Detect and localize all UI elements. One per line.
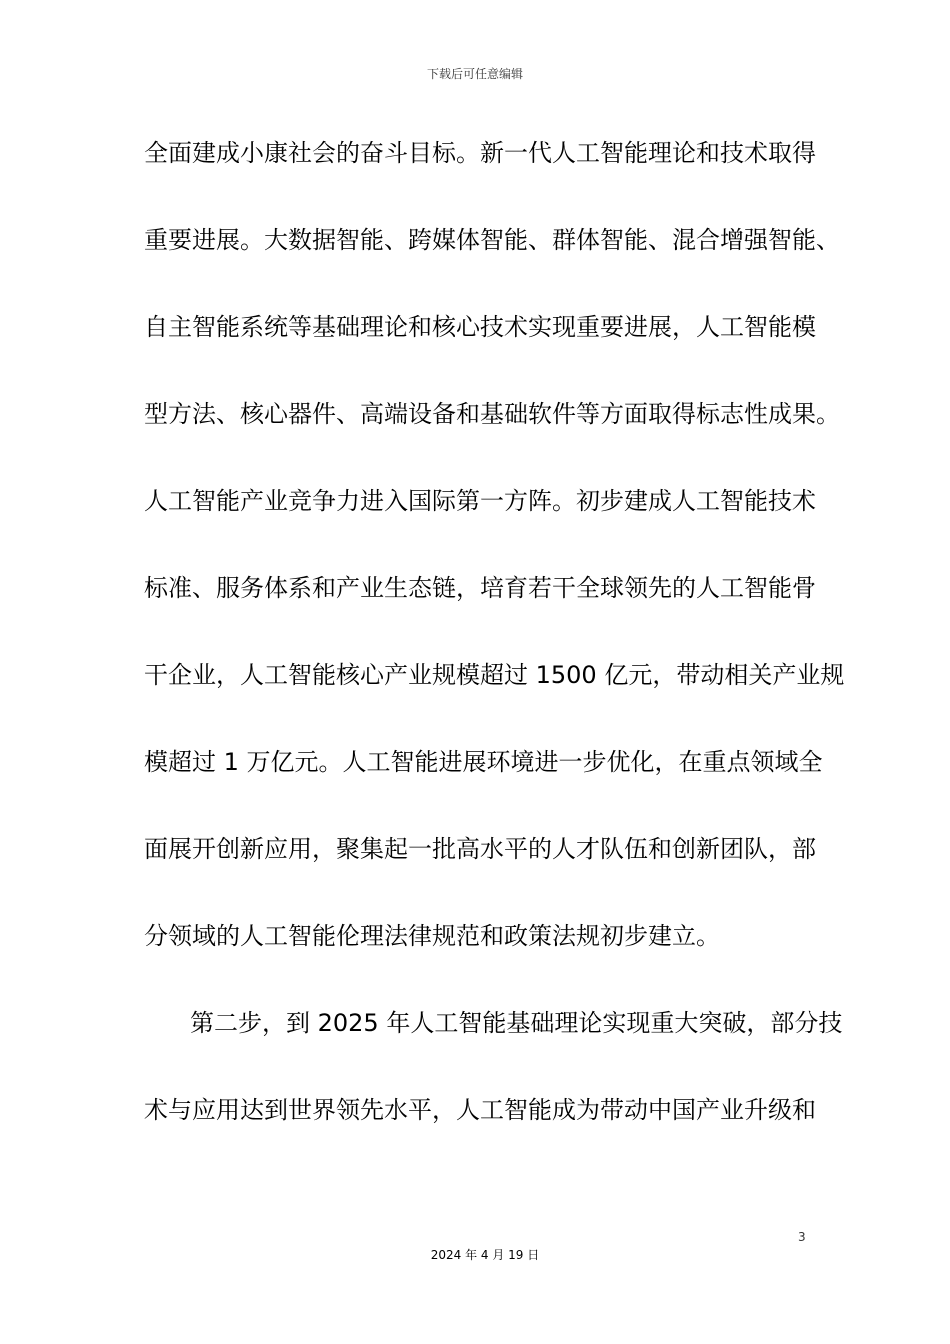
paragraph-line: 重要进展。大数据智能、跨媒体智能、群体智能、混合增强智能、 [144,226,840,254]
paragraph-line: 人工智能产业竞争力进入国际第一方阵。初步建成人工智能技术 [144,487,816,515]
footer-date: 2024 年 4 月 19 日 [430,1248,540,1262]
paragraph-line: 分领域的人工智能伦理法律规范和政策法规初步建立。 [144,922,720,950]
paragraph-line: 面展开创新应用，聚集起一批高水平的人才队伍和创新团队，部 [144,835,816,863]
page-number: 3 [798,1230,806,1244]
paragraph-line-indented: 第二步，到 2025 年人工智能基础理论实现重大突破，部分技 [190,1009,843,1037]
page-header: 下载后可任意编辑 [426,67,523,81]
paragraph-line: 干企业，人工智能核心产业规模超过 1500 亿元，带动相关产业规 [144,661,845,689]
document-body [144,130,845,1174]
paragraph-line: 术与应用达到世界领先水平，人工智能成为带动中国产业升级和 [144,1096,816,1124]
paragraph-line: 自主智能系统等基础理论和核心技术实现重要进展，人工智能模 [144,313,816,341]
paragraph-line: 标准、服务体系和产业生态链，培育若干全球领先的人工智能骨 [144,574,816,602]
paragraph-line: 全面建成小康社会的奋斗目标。新一代人工智能理论和技术取得 [144,139,816,167]
paragraph-line: 模超过 1 万亿元。人工智能进展环境进一步优化，在重点领域全 [144,748,823,776]
paragraph-line: 型方法、核心器件、高端设备和基础软件等方面取得标志性成果。 [144,400,840,428]
